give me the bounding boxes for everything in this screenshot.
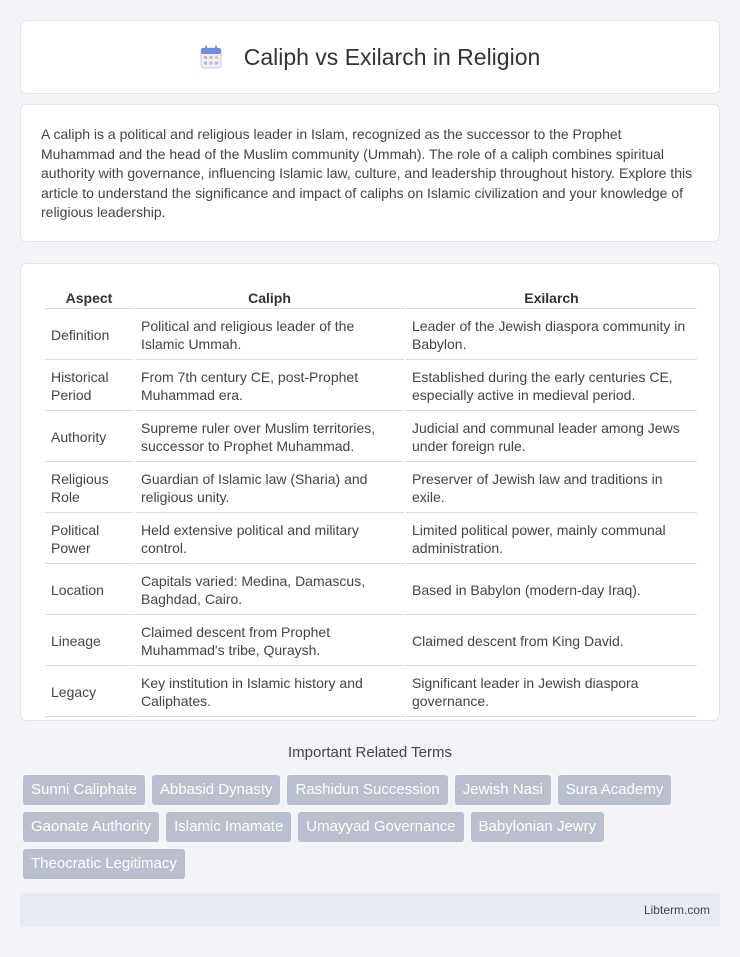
table-row xyxy=(45,515,697,564)
cell-exilarch: Leader of the Jewish diaspora community in Babylon. xyxy=(406,311,697,360)
cell-caliph: Claimed descent from Prophet Muhammad's tribe, Quraysh. xyxy=(135,617,404,666)
cell-aspect: Lineage xyxy=(45,617,133,666)
related-term-tag[interactable]: Jewish Nasi xyxy=(455,775,551,805)
table-header-row xyxy=(45,286,697,309)
related-term-tag[interactable]: Rashidun Succession xyxy=(287,775,447,805)
cell-aspect: Definition xyxy=(45,311,133,360)
footer xyxy=(20,893,720,927)
table-row xyxy=(45,311,697,360)
header-exilarch: Exilarch xyxy=(406,286,697,309)
cell-aspect: Location xyxy=(45,566,133,615)
footer-site-link[interactable]: Libterm.com xyxy=(643,903,710,917)
cell-caliph: Capitals varied: Medina, Damascus, Baghdad, Cairo. xyxy=(135,566,404,615)
title-card xyxy=(20,20,720,94)
cell-caliph: Held extensive political and military control. xyxy=(135,515,404,564)
cell-exilarch: Preserver of Jewish law and traditions in exile. xyxy=(406,464,697,513)
cell-exilarch: Based in Babylon (modern-day Iraq). xyxy=(406,566,697,615)
cell-exilarch: Significant leader in Jewish diaspora governance. xyxy=(406,668,697,717)
table-row xyxy=(45,566,697,615)
related-terms-heading: Important Related Terms xyxy=(288,744,452,761)
cell-aspect: Historical Period xyxy=(45,362,133,411)
table-row xyxy=(45,464,697,513)
cell-caliph: From 7th century CE, post-Prophet Muhammad era. xyxy=(135,362,404,411)
cell-aspect: Legacy xyxy=(45,668,133,717)
calendar-icon xyxy=(200,45,222,69)
related-term-tag[interactable]: Gaonate Authority xyxy=(23,812,159,842)
cell-caliph: Political and religious leader of the Islamic Ummah. xyxy=(135,311,404,360)
cell-exilarch: Claimed descent from King David. xyxy=(406,617,697,666)
page-title: Caliph vs Exilarch in Religion xyxy=(243,43,541,70)
related-term-tag[interactable]: Babylonian Jewry xyxy=(471,812,605,842)
table-row xyxy=(45,413,697,462)
comparison-table xyxy=(43,284,699,719)
related-term-tag[interactable]: Sunni Caliphate xyxy=(23,775,145,805)
table-row xyxy=(45,362,697,411)
cell-exilarch: Judicial and communal leader among Jews under foreign rule. xyxy=(406,413,697,462)
related-term-tag[interactable]: Sura Academy xyxy=(558,775,672,805)
cell-caliph: Supreme ruler over Muslim territories, successor to Prophet Muhammad. xyxy=(135,413,404,462)
cell-exilarch: Limited political power, mainly communal administration. xyxy=(406,515,697,564)
comparison-card xyxy=(20,263,720,721)
cell-caliph: Key institution in Islamic history and Caliphates. xyxy=(135,668,404,717)
related-term-tag[interactable]: Islamic Imamate xyxy=(166,812,291,842)
cell-exilarch: Established during the early centuries CE, especially active in medieval period. xyxy=(406,362,697,411)
table-row xyxy=(45,668,697,717)
cell-caliph: Guardian of Islamic law (Sharia) and religious unity. xyxy=(135,464,404,513)
cell-aspect: Religious Role xyxy=(45,464,133,513)
intro-card xyxy=(20,104,720,242)
header-caliph: Caliph xyxy=(135,286,404,309)
cell-aspect: Authority xyxy=(45,413,133,462)
related-terms-list xyxy=(23,775,713,879)
intro-text: A caliph is a political and religious leader in Islam, recognized as the successor to the Prophet Muhammad and the head of the Muslim community (Ummah). The role of a caliph combines spiritual authority with governance, influencing Islamic law, culture, and leadership throughout history. Explore this article to understand the significance and impact of caliphs on Islamic civilization and your knowledge of religious leadership. xyxy=(41,126,693,221)
related-term-tag[interactable]: Abbasid Dynasty xyxy=(152,775,281,805)
related-term-tag[interactable]: Umayyad Governance xyxy=(298,812,463,842)
related-term-tag[interactable]: Theocratic Legitimacy xyxy=(23,849,185,879)
header-aspect: Aspect xyxy=(45,286,133,309)
table-row xyxy=(45,617,697,666)
cell-aspect: Political Power xyxy=(45,515,133,564)
